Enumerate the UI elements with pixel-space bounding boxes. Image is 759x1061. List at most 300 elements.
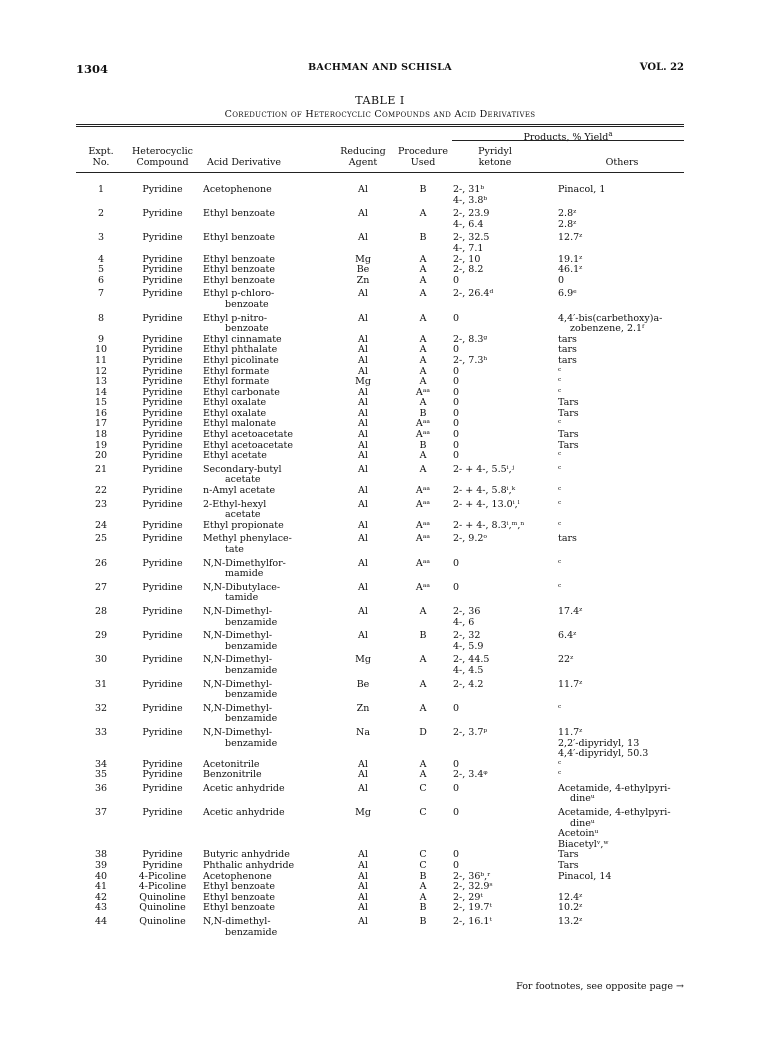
acid-derivative <box>199 652 333 676</box>
expt-number: 2 <box>97 208 105 220</box>
acid-derivative <box>199 628 333 652</box>
acid-derivative-line: benzamide <box>225 737 278 749</box>
other-products <box>558 781 684 805</box>
expt-number: 43 <box>94 902 108 914</box>
acid-derivative-line: Ethyl propionate <box>203 519 284 531</box>
pyridyl-ketone <box>453 850 558 861</box>
other-products-line: 2.8ᶻ <box>558 218 577 230</box>
reducing-agent: Al <box>358 891 368 903</box>
other-products <box>558 914 684 938</box>
other-products-line: tars <box>558 354 577 366</box>
heterocyclic-compound: Pyridine <box>142 407 183 419</box>
heterocyclic-compound: Pyridine <box>142 264 183 276</box>
pyridyl-ketone-line: 2-, 29ᵗ <box>453 891 483 903</box>
table-row <box>76 356 684 367</box>
pyridyl-ketone <box>453 628 558 652</box>
acid-derivative-line: N,N-Dimethyl- <box>203 630 273 642</box>
header-expt: Expt. No. <box>88 146 114 168</box>
pyridyl-ketone <box>453 276 558 287</box>
expt-number: 9 <box>97 333 105 345</box>
expt-number: 1 <box>97 184 105 195</box>
expt-number: 33 <box>94 726 108 738</box>
procedure-used: B <box>419 630 427 642</box>
procedure-used: A <box>419 365 427 377</box>
pyridyl-ketone <box>453 367 558 378</box>
other-products <box>558 409 684 420</box>
expt-number: 29 <box>94 630 108 642</box>
pyridyl-ketone-line: 0 <box>453 376 460 388</box>
pyridyl-ketone-line: 0 <box>453 439 460 451</box>
table-row <box>76 770 684 781</box>
expt-number: 11 <box>94 354 108 366</box>
reducing-agent: Al <box>358 758 368 770</box>
pyridyl-ketone <box>453 903 558 914</box>
procedure-used: B <box>419 870 427 882</box>
pyridyl-ketone-line: 0 <box>453 782 460 794</box>
other-products-line: 12.7ᶻ <box>558 232 583 244</box>
acid-derivative-line: N,N-Dimethyl- <box>203 702 273 714</box>
acid-derivative-line: 2-Ethyl-hexyl <box>203 498 267 510</box>
pyridyl-ketone-line: 0 <box>453 702 460 714</box>
other-products-line: Pinacol, 14 <box>558 870 612 882</box>
expt-number: 28 <box>94 605 108 617</box>
acid-derivative-line: Benzonitrile <box>203 769 262 781</box>
acid-derivative-line: Acetonitrile <box>203 758 260 770</box>
table-row <box>76 604 684 628</box>
table-row <box>76 486 684 497</box>
other-products <box>558 604 684 628</box>
heterocyclic-compound: Pyridine <box>142 354 183 366</box>
pyridyl-ketone-line: 2-, 8.3ᵍ <box>453 333 488 345</box>
acid-derivative <box>199 677 333 701</box>
table-row <box>76 781 684 805</box>
pyridyl-ketone-line: 2-, 3.7ᵖ <box>453 726 488 738</box>
heterocyclic-compound: Pyridine <box>142 769 183 781</box>
table-row <box>76 206 684 230</box>
reducing-agent: Be <box>356 678 370 690</box>
pyridyl-ketone <box>453 781 558 805</box>
heterocyclic-compound: Pyridine <box>142 726 183 738</box>
acid-derivative <box>199 182 333 206</box>
heterocyclic-compound: Pyridine <box>142 463 183 475</box>
procedure-used: A <box>419 253 427 265</box>
pyridyl-ketone-line: 0 <box>453 386 460 398</box>
expt-number: 14 <box>94 386 108 398</box>
other-products-line: 10.2ᶻ <box>558 902 583 914</box>
other-products <box>558 356 684 367</box>
heterocyclic-compound: Pyridine <box>142 557 183 569</box>
other-products <box>558 462 684 486</box>
reducing-agent: Zn <box>356 702 370 714</box>
acid-derivative-line: Ethyl acetoacetate <box>203 429 293 441</box>
pyridyl-ketone-line: 2- + 4-, 5.8ⁱ,ᵏ <box>453 485 516 497</box>
other-products-line: Tars <box>558 397 579 409</box>
procedure-used: Aᵃᵃ <box>415 386 431 398</box>
table-row <box>76 725 684 760</box>
other-products-line: tars <box>558 333 577 345</box>
other-products <box>558 521 684 532</box>
reducing-agent: Mg <box>355 376 371 388</box>
pyridyl-ketone-line: 0 <box>453 557 460 569</box>
reducing-agent: Al <box>358 860 368 872</box>
pyridyl-ketone <box>453 604 558 628</box>
acid-derivative <box>199 725 333 760</box>
other-products <box>558 441 684 452</box>
acid-derivative <box>199 356 333 367</box>
table-row <box>76 628 684 652</box>
other-products <box>558 677 684 701</box>
procedure-used: A <box>419 397 427 409</box>
other-products <box>558 805 684 850</box>
heterocyclic-compound: Pyridine <box>142 397 183 409</box>
table-row <box>76 230 684 254</box>
other-products <box>558 182 684 206</box>
other-products-line: 46.1ᶻ <box>558 264 583 276</box>
other-products-line: Acetamide, 4-ethylpyri- <box>558 782 671 794</box>
procedure-used: B <box>419 439 427 451</box>
reducing-agent: Zn <box>356 274 370 286</box>
pyridyl-ketone <box>453 441 558 452</box>
other-products <box>558 903 684 914</box>
pyridyl-ketone-line: 0 <box>453 581 460 593</box>
acid-derivative-line: Ethyl oxalate <box>203 397 267 409</box>
acid-derivative-line: acetate <box>225 474 261 486</box>
heterocyclic-compound: Pyridine <box>142 274 183 286</box>
reducing-agent: Mg <box>355 807 371 819</box>
expt-number: 7 <box>97 288 105 300</box>
other-products-line: tars <box>558 533 577 545</box>
pyridyl-ketone-line: 0 <box>453 450 460 462</box>
reducing-agent: Al <box>358 605 368 617</box>
acid-derivative <box>199 770 333 781</box>
reducing-agent: Al <box>358 365 368 377</box>
other-products-line: 2,2′-dipyridyl, 13 <box>558 737 640 749</box>
pyridyl-ketone <box>453 311 558 335</box>
reducing-agent: Al <box>358 485 368 497</box>
pyridyl-ketone <box>453 521 558 532</box>
pyridyl-ketone-line: 2-, 44.5 <box>453 654 490 666</box>
other-products <box>558 486 684 497</box>
other-products-line: ᶜ <box>558 450 562 462</box>
pyridyl-ketone-line: 2-, 4.2 <box>453 678 484 690</box>
procedure-used: A <box>419 654 427 666</box>
acid-derivative <box>199 604 333 628</box>
heterocyclic-compound: Pyridine <box>142 782 183 794</box>
expt-number: 44 <box>94 916 108 927</box>
acid-derivative-line: Acetic anhydride <box>203 782 285 794</box>
other-products-line: ᶜ <box>558 769 562 781</box>
acid-derivative <box>199 521 333 532</box>
acid-derivative-line: Butyric anhydride <box>203 849 290 861</box>
other-products <box>558 725 684 760</box>
pyridyl-ketone <box>453 805 558 850</box>
procedure-used: A <box>419 312 427 324</box>
heterocyclic-compound: Pyridine <box>142 702 183 714</box>
other-products-line: tars <box>558 344 577 356</box>
reducing-agent: Al <box>358 581 368 593</box>
expt-number: 39 <box>94 860 108 872</box>
expt-number: 42 <box>94 891 108 903</box>
table-row <box>76 531 684 555</box>
pyridyl-ketone-line: 2-, 19.7ᵗ <box>453 902 492 914</box>
acid-derivative-line: N,N-Dimethylfor- <box>203 557 286 569</box>
table-row <box>76 451 684 462</box>
reducing-agent: Al <box>358 533 368 545</box>
pyridyl-ketone-line: 2-, 23.9 <box>453 208 490 220</box>
footnote-pointer: For footnotes, see opposite page → <box>516 981 684 992</box>
pyridyl-ketone <box>453 556 558 580</box>
pyridyl-ketone-line: 4-, 4.5 <box>453 664 484 676</box>
other-products <box>558 770 684 781</box>
procedure-used: A <box>419 208 427 220</box>
other-products <box>558 377 684 388</box>
header-heterocyclic: Heterocyclic Compound <box>131 146 193 168</box>
expt-number: 24 <box>94 519 108 531</box>
procedure-used: A <box>419 702 427 714</box>
heterocyclic-compound: Pyridine <box>142 429 183 441</box>
acid-derivative-line: Ethyl acetate <box>203 450 267 462</box>
acid-derivative-line: benzamide <box>225 926 278 938</box>
procedure-used: Aᵃᵃ <box>415 519 431 531</box>
procedure-used: B <box>419 407 427 419</box>
acid-derivative-line: tate <box>225 544 244 555</box>
heterocyclic-compound: Pyridine <box>142 450 183 462</box>
expt-number: 20 <box>94 450 108 462</box>
procedure-used: A <box>419 605 427 617</box>
pyridyl-ketone-line: 2-, 10 <box>453 253 481 265</box>
pyridyl-ketone-line: 2-, 36 <box>453 605 481 617</box>
pyridyl-ketone-line: 2-, 31ᵇ <box>453 184 485 195</box>
procedure-used: A <box>419 758 427 770</box>
acid-derivative-line: Ethyl cinnamate <box>203 333 282 345</box>
acid-derivative-line: Ethyl carbonate <box>203 386 280 398</box>
table-subtitle: Coreduction of Heterocyclic Compounds and Acid Derivatives <box>224 109 536 120</box>
page-header <box>76 62 684 78</box>
header-reducing-agent: Reducing Agent <box>340 146 386 168</box>
acid-derivative-line: Ethyl benzoate <box>203 891 275 903</box>
procedure-used: B <box>419 916 427 927</box>
heterocyclic-compound: Pyridine <box>142 860 183 872</box>
acid-derivative-line: Ethyl acetoacetate <box>203 439 293 451</box>
acid-derivative-line: N,N-Dibutylace- <box>203 581 281 593</box>
acid-derivative-line: mamide <box>225 568 264 580</box>
reducing-agent: Al <box>358 397 368 409</box>
procedure-used: A <box>419 463 427 475</box>
pyridyl-ketone <box>453 701 558 725</box>
acid-derivative-line: Ethyl benzoate <box>203 253 275 265</box>
acid-derivative-line: N,N-Dimethyl- <box>203 678 273 690</box>
other-products-line: 13.2ᶻ <box>558 916 583 927</box>
other-products <box>558 701 684 725</box>
reducing-agent: Al <box>358 769 368 781</box>
other-products-line: 2.8ᶻ <box>558 208 577 220</box>
other-products-line: ᶜ <box>558 386 562 398</box>
acid-derivative <box>199 486 333 497</box>
heterocyclic-compound: Pyridine <box>142 498 183 510</box>
other-products-line: ᶜ <box>558 498 562 510</box>
pyridyl-ketone <box>453 725 558 760</box>
expt-number: 21 <box>94 463 108 475</box>
acid-derivative-line: benzamide <box>225 616 278 628</box>
acid-derivative <box>199 580 333 604</box>
acid-derivative <box>199 701 333 725</box>
acid-derivative-line: Acetic anhydride <box>203 807 285 819</box>
pyridyl-ketone <box>453 265 558 276</box>
heterocyclic-compound: Pyridine <box>142 630 183 642</box>
pyridyl-ketone-line: 0 <box>453 365 460 377</box>
pyridyl-ketone <box>453 430 558 441</box>
acid-derivative-line: benzamide <box>225 689 278 701</box>
pyridyl-ketone-line: 2-, 32.5 <box>453 232 490 244</box>
pyridyl-ketone-line: 2-, 3.4ᵠ <box>453 769 488 781</box>
pyridyl-ketone-line: 0 <box>453 344 460 356</box>
acid-derivative <box>199 311 333 335</box>
other-products-line: 19.1ᶻ <box>558 253 583 265</box>
other-products-line: Biacetylᵛ,ʷ <box>558 838 609 850</box>
procedure-used: Aᵃᵃ <box>415 418 431 430</box>
heterocyclic-compound: 4-Picoline <box>138 870 187 882</box>
procedure-used: A <box>419 450 427 462</box>
pyridyl-ketone <box>453 398 558 409</box>
pyridyl-ketone-line: 2- + 4-, 5.5ⁱ,ʲ <box>453 463 515 475</box>
expt-number: 37 <box>94 807 108 819</box>
pyridyl-ketone-line: 2-, 36ᵇ,ʳ <box>453 870 491 882</box>
expt-number: 13 <box>94 376 108 388</box>
other-products <box>558 286 684 310</box>
procedure-used: Aᵃᵃ <box>415 485 431 497</box>
heterocyclic-compound: Quinoline <box>139 902 186 914</box>
reducing-agent: Al <box>358 184 368 195</box>
reducing-agent: Be <box>356 264 370 276</box>
table-top-rule <box>76 124 684 125</box>
heterocyclic-compound: Pyridine <box>142 758 183 770</box>
expt-number: 19 <box>94 439 108 451</box>
procedure-used: Aᵃᵃ <box>415 429 431 441</box>
acid-derivative-line: n-Amyl acetate <box>203 485 276 497</box>
expt-number: 35 <box>94 769 108 781</box>
other-products-line: dineᵘ <box>570 793 595 805</box>
acid-derivative <box>199 805 333 850</box>
other-products <box>558 556 684 580</box>
other-products-line: ᶜ <box>558 519 562 531</box>
other-products-line: 11.7ᶻ <box>558 678 583 690</box>
other-products-line: 6.9ᵉ <box>558 288 577 300</box>
expt-number: 32 <box>94 702 108 714</box>
other-products-line: 22ᶻ <box>558 654 574 666</box>
pyridyl-ketone <box>453 462 558 486</box>
reducing-agent: Al <box>358 782 368 794</box>
acid-derivative-line: N,N-dimethyl- <box>203 916 271 927</box>
pyridyl-ketone <box>453 409 558 420</box>
expt-number: 8 <box>97 312 105 324</box>
acid-derivative <box>199 556 333 580</box>
acid-derivative-line: Ethyl benzoate <box>203 232 275 244</box>
other-products <box>558 652 684 676</box>
acid-derivative <box>199 462 333 486</box>
pyridyl-ketone-line: 0 <box>453 758 460 770</box>
products-rule <box>452 140 684 141</box>
table-row <box>76 805 684 850</box>
pyridyl-ketone <box>453 388 558 399</box>
reducing-agent: Al <box>358 519 368 531</box>
header-pyridyl-ketone: Pyridyl ketone <box>478 146 512 168</box>
other-products-line: ᶜ <box>558 485 562 497</box>
reducing-agent: Na <box>356 726 370 738</box>
heterocyclic-compound: Pyridine <box>142 519 183 531</box>
acid-derivative-line: Acetophenone <box>203 870 272 882</box>
procedure-used: A <box>419 344 427 356</box>
pyridyl-ketone-line: 0 <box>453 397 460 409</box>
pyridyl-ketone-line: 2-, 32.9ˢ <box>453 881 493 893</box>
acid-derivative <box>199 230 333 254</box>
acid-derivative-line: benzamide <box>225 640 278 652</box>
acid-derivative-line: N,N-Dimethyl- <box>203 654 273 666</box>
pyridyl-ketone <box>453 580 558 604</box>
expt-number: 40 <box>94 870 108 882</box>
procedure-used: C <box>419 807 427 819</box>
other-products-line: ᶜ <box>558 557 562 569</box>
other-products-line: 4,4′-dipyridyl, 50.3 <box>558 748 649 760</box>
pyridyl-ketone-line: 2-, 8.2 <box>453 264 484 276</box>
expt-number: 34 <box>94 758 108 770</box>
other-products-line: Tars <box>558 860 579 872</box>
table-row <box>76 286 684 310</box>
acid-derivative-line: Ethyl p-chloro- <box>203 288 275 300</box>
other-products <box>558 206 684 230</box>
pyridyl-ketone-line: 4-, 6.4 <box>453 218 484 230</box>
other-products-line: ᶜ <box>558 376 562 388</box>
other-products-line: ᶜ <box>558 581 562 593</box>
heterocyclic-compound: Pyridine <box>142 208 183 220</box>
other-products <box>558 531 684 555</box>
reducing-agent: Al <box>358 916 368 927</box>
other-products-line: 17.4ᶻ <box>558 605 583 617</box>
other-products-line: Acetoinᵘ <box>558 828 599 840</box>
expt-number: 36 <box>94 782 108 794</box>
acid-derivative-line: benzoate <box>225 323 269 335</box>
other-products <box>558 580 684 604</box>
procedure-used: A <box>419 354 427 366</box>
expt-number: 30 <box>94 654 108 666</box>
heterocyclic-compound: Pyridine <box>142 333 183 345</box>
heterocyclic-compound: Pyridine <box>142 654 183 666</box>
heterocyclic-compound: Pyridine <box>142 533 183 545</box>
other-products-line: ᶜ <box>558 463 562 475</box>
heterocyclic-compound: Pyridine <box>142 485 183 497</box>
table-top-rule-2 <box>76 126 684 127</box>
header-procedure: Procedure Used <box>398 146 448 168</box>
other-products-line: 12.4ᶻ <box>558 891 583 903</box>
heterocyclic-compound: Pyridine <box>142 581 183 593</box>
pyridyl-ketone <box>453 451 558 462</box>
pyridyl-ketone-line: 0 <box>453 860 460 872</box>
heterocyclic-compound: Pyridine <box>142 678 183 690</box>
pyridyl-ketone-line: 2- + 4-, 13.0ⁱ,ˡ <box>453 498 520 510</box>
pyridyl-ketone-line: 2-, 7.3ʰ <box>453 354 488 366</box>
other-products-line: Tars <box>558 849 579 861</box>
pyridyl-ketone <box>453 286 558 310</box>
heterocyclic-compound: Pyridine <box>142 418 183 430</box>
other-products <box>558 451 684 462</box>
procedure-used: A <box>419 891 427 903</box>
other-products-line: Acetamide, 4-ethylpyri- <box>558 807 671 819</box>
heterocyclic-compound: Pyridine <box>142 344 183 356</box>
acid-derivative-line: Ethyl benzoate <box>203 208 275 220</box>
acid-derivative <box>199 903 333 914</box>
heterocyclic-compound: Pyridine <box>142 365 183 377</box>
other-products-line: ᶜ <box>558 365 562 377</box>
expt-number: 18 <box>94 429 108 441</box>
